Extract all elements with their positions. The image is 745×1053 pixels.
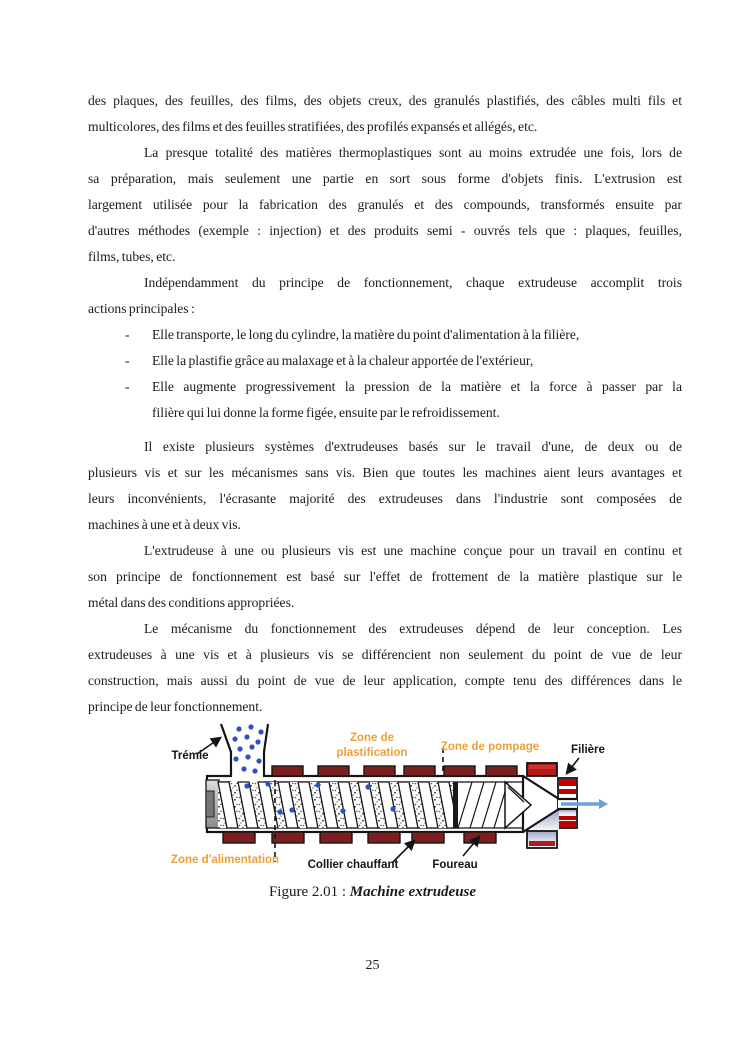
figure-caption-title: Machine extrudeuse xyxy=(349,884,477,900)
text-line: La presque totalité des matières thermoplastiques sont au moins extrudée une fois, lors de xyxy=(144,145,682,160)
paragraph xyxy=(88,140,682,270)
text-line: métal dans des conditions appropriées. xyxy=(88,595,295,610)
text-line: Elle augmente progressivement la pression de la matière et la force à passer par la - xyxy=(152,374,682,400)
bullet-item xyxy=(88,322,682,348)
text-line: Elle la plastifie grâce au malaxage et à la chaleur apportée de l'extérieur, - xyxy=(152,348,682,374)
text-line: principe de leur fonctionnement. xyxy=(88,699,263,714)
figure-caption xyxy=(0,884,745,901)
screw xyxy=(218,782,531,828)
label-tremie: Trémie xyxy=(171,750,209,762)
granule-dot xyxy=(265,781,270,786)
text-line: actions principales : xyxy=(88,301,195,316)
granule-dot xyxy=(258,729,263,734)
bullet-item xyxy=(88,374,682,426)
granule-dot xyxy=(236,726,241,731)
barrel-end-cap xyxy=(206,780,219,828)
granule-dot xyxy=(315,782,320,787)
granule-dot xyxy=(255,739,260,744)
text-line: Le mécanisme du fonctionnement des extrudeuses dépend de leur conception. Les xyxy=(144,621,682,636)
label-filiere: Filière xyxy=(571,744,605,756)
granule-dot xyxy=(249,744,254,749)
text-line: Il existe plusieurs systèmes d'extrudeuses basés sur le travail d'une, de deux ou de xyxy=(144,439,682,454)
screw-tip xyxy=(505,782,531,828)
text-line: Elle transporte, le long du cylindre, la matière du point d'alimentation à la filière, - xyxy=(152,322,682,348)
bullet-item xyxy=(88,348,682,374)
granule-dot xyxy=(289,807,294,812)
figure-extruder-diagram xyxy=(150,712,615,880)
text-line: Indépendamment du principe de fonctionnement, chaque extrudeuse accomplit trois xyxy=(144,275,682,290)
bullet-dash: - xyxy=(125,327,130,342)
granule-dot xyxy=(232,736,237,741)
label-zone-alimentation: Zone d'alimentation xyxy=(170,854,280,866)
heater-bands-bottom xyxy=(223,832,496,843)
label-zone-pompage: Zone de pompage xyxy=(440,741,540,753)
text-line: construction, mais aussi du point de vue de leur application, compte tenu des différences dans le xyxy=(88,673,682,688)
bullet-dash: - xyxy=(125,379,130,394)
paragraph xyxy=(88,88,682,140)
text-line: machines à une et à deux vis. xyxy=(88,517,241,532)
granule-dot xyxy=(244,734,249,739)
text-line: d'autres méthodes (exemple : injection) et des produits semi - ouvrés tels que : plaques, feuilles, xyxy=(88,223,682,238)
granule-dot xyxy=(237,746,242,751)
figure-caption-prefix: Figure 2.01 : xyxy=(268,884,350,900)
paragraph xyxy=(88,538,682,616)
bullet-dash: - xyxy=(125,353,130,368)
granule-dot xyxy=(248,724,253,729)
text-line: plusieurs vis et sur les mécanismes sans vis. Bien que toutes les machines aient leurs avantages et xyxy=(88,465,682,480)
body-text xyxy=(88,88,682,720)
granule-dot xyxy=(340,808,345,813)
granule-dot xyxy=(365,784,370,789)
granule-dot xyxy=(244,783,249,788)
granule-dot xyxy=(277,809,282,814)
paragraph xyxy=(88,434,682,538)
text-line: L'extrudeuse à une ou plusieurs vis est une machine conçue pour un travail en continu et xyxy=(144,543,682,558)
text-line: leurs inconvénients, l'écrasante majorité des extrudeuses dans l'industrie sont composées de xyxy=(88,491,682,506)
text-line: films, tubes, etc. xyxy=(88,249,176,264)
label-zone-plastification-1: Zone de xyxy=(349,732,395,744)
granule-dot xyxy=(245,754,250,759)
text-line: filière qui lui donne la forme figée, ensuite par le refroidissement. xyxy=(152,405,500,420)
text-line: son principe de fonctionnement est basé sur l'effet de frottement de la matière plastique sur le xyxy=(88,569,682,584)
text-line: sa préparation, mais seulement une partie en sort sous forme d'objets finis. L'extrusion est xyxy=(88,171,682,186)
text-line: des plaques, des feuilles, des films, des objets creux, des granulés plastifiés, des câbles multi fils et xyxy=(88,93,682,108)
heater-bands-top xyxy=(272,766,517,776)
text-line: largement utilisée pour la fabrication des granulés et des compounds, transformés ensuite par xyxy=(88,197,682,212)
figure-extruder xyxy=(150,712,615,880)
granule-dot xyxy=(252,768,257,773)
paragraph xyxy=(88,616,682,720)
paragraph xyxy=(88,270,682,322)
granule-dot xyxy=(233,756,238,761)
text-line: multicolores, des films et des feuilles stratifiées, des profilés expansés et allégés, etc. xyxy=(88,119,538,134)
granule-dot xyxy=(390,806,395,811)
filiere-arrow xyxy=(567,758,579,773)
label-zone-plastification-2: plastification xyxy=(336,747,408,759)
text-line: extrudeuses à une vis et à plusieurs vis se différencient non seulement du point de vue de leur xyxy=(88,647,682,662)
granule-dot xyxy=(256,758,261,763)
granule-dot xyxy=(241,766,246,771)
label-collier-chauffant: Collier chauffant xyxy=(307,859,399,871)
label-foureau: Foureau xyxy=(432,859,478,871)
page-number: 25 xyxy=(365,958,380,973)
